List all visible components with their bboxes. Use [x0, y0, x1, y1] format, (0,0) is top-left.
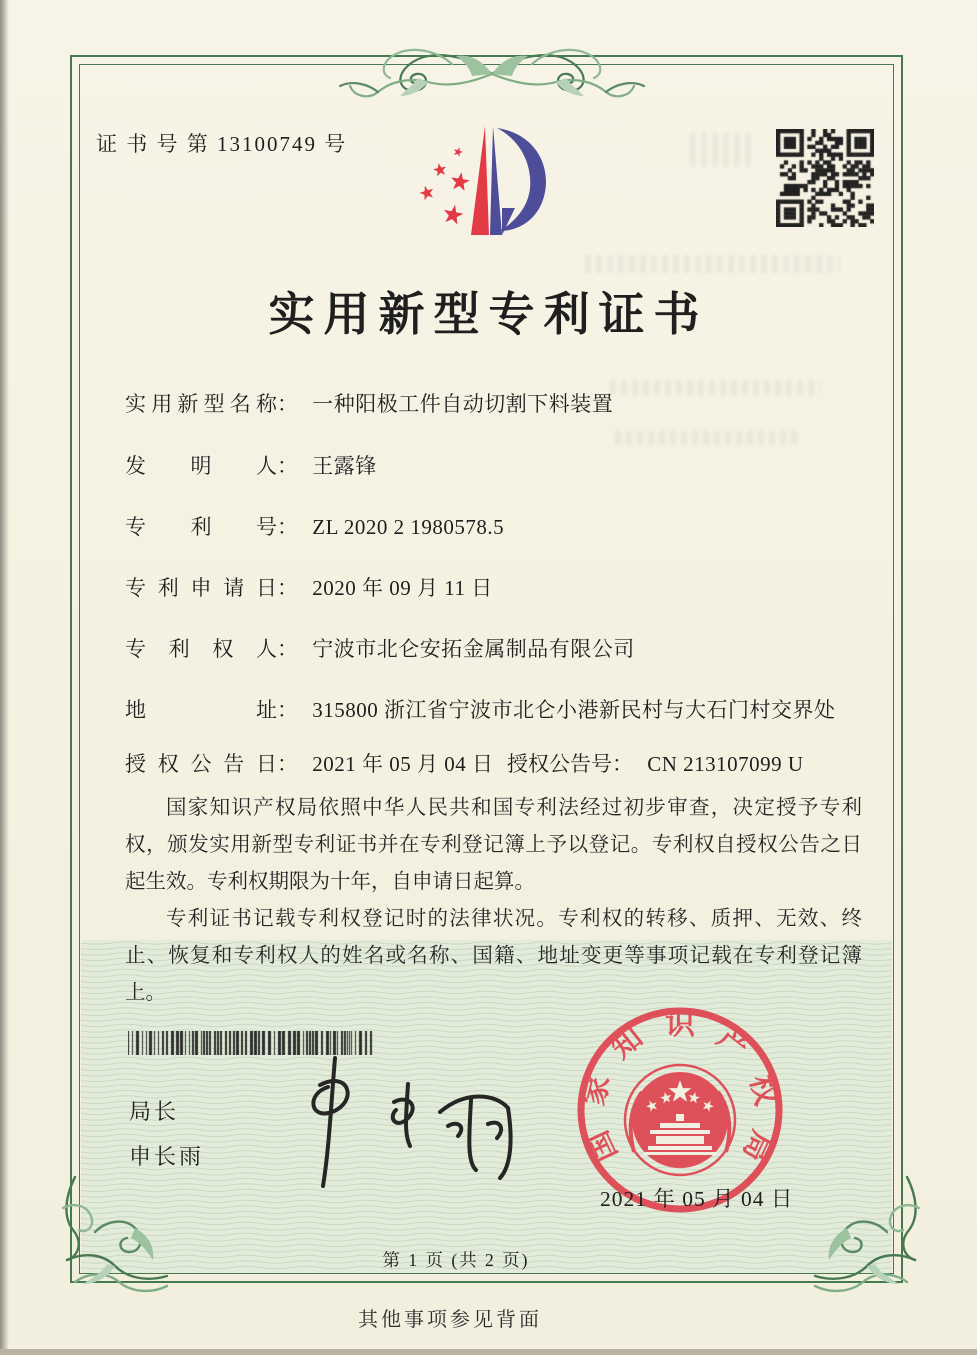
commissioner-title: 局长 — [129, 1099, 180, 1124]
seal-date: 2021 年 05 月 04 日 — [600, 1187, 794, 1211]
colon: ： — [277, 698, 298, 722]
grant-date-label: 授权公告日 — [125, 752, 277, 776]
field-row — [125, 388, 613, 418]
field-row — [125, 450, 377, 480]
field-label: 专利权人 — [125, 637, 277, 661]
field-label: 地址 — [125, 698, 277, 722]
colon: ： — [277, 752, 298, 776]
grant-no-value: CN 213107099 U — [647, 752, 804, 776]
field-row — [125, 572, 493, 602]
colon: ： — [277, 392, 298, 416]
scan-edge — [0, 0, 9, 1355]
page-number: 第 1 页 (共 2 页) — [382, 1250, 530, 1270]
field-label: 专利申请日 — [125, 576, 277, 600]
field-row — [125, 633, 635, 663]
colon: ： — [277, 576, 298, 600]
svg-text:识: 识 — [665, 1008, 695, 1041]
colon: ： — [277, 454, 298, 478]
body-paragraph-1: 国家知识产权局依照中华人民共和国专利法经过初步审查，决定授予专利权，颁发实用新型专利证书并在专利登记簿上予以登记。专利权自授权公告之日起生效。专利权期限为十年，自申请日起算。 — [125, 797, 862, 893]
grant-date-value: 2021 年 05 月 04 日 — [312, 752, 494, 776]
field-value: 2020 年 09 月 11 日 — [312, 576, 493, 600]
field-row — [125, 694, 836, 724]
svg-text:国: 国 — [581, 1125, 624, 1167]
svg-text:局: 局 — [736, 1125, 779, 1167]
field-row-grant — [125, 748, 865, 778]
cnipa-logo-icon — [405, 118, 565, 243]
svg-text:知: 知 — [605, 1020, 650, 1066]
corner-flourish-right — [802, 1172, 927, 1312]
svg-text:权: 权 — [743, 1071, 783, 1109]
field-value: 宁波市北仑安拓金属制品有限公司 — [312, 637, 635, 661]
field-value: ZL 2020 2 1980578.5 — [312, 515, 505, 539]
colon: ： — [277, 515, 298, 539]
body-text — [125, 790, 862, 1012]
scan-edge — [0, 1349, 977, 1355]
corner-flourish-left — [55, 1172, 180, 1312]
commissioner-name: 申长雨 — [129, 1144, 205, 1169]
certificate-number: 证 书 号 第 13100749 号 — [96, 132, 348, 156]
field-row — [125, 511, 504, 541]
qr-code-icon — [776, 129, 874, 227]
field-label: 专利号 — [125, 515, 277, 539]
grant-no-pair — [507, 748, 804, 778]
top-border-ornament — [332, 22, 652, 110]
svg-text:家: 家 — [577, 1071, 617, 1109]
colon: ： — [277, 637, 298, 661]
field-label: 实用新型名称 — [125, 392, 277, 416]
field-value: 一种阳极工件自动切割下料装置 — [312, 392, 614, 416]
certificate-title: 实用新型专利证书 — [268, 289, 709, 340]
footer-note: 其他事项参见背面 — [358, 1309, 542, 1331]
handwritten-signature-icon — [258, 1050, 518, 1195]
colon: ： — [612, 752, 633, 776]
field-value: 王露锋 — [312, 454, 377, 478]
field-label: 发明人 — [125, 454, 277, 478]
svg-text:产: 产 — [710, 1020, 755, 1066]
grant-no-label: 授权公告号 — [507, 752, 612, 776]
body-paragraph-2: 专利证书记载专利权登记时的法律状况。专利权的转移、质押、无效、终止、恢复和专利权人的姓名或名称、国籍、地址变更等事项记载在专利登记簿上。 — [125, 908, 862, 1004]
field-value: 315800 浙江省宁波市北仑小港新民村与大石门村交界处 — [312, 698, 836, 722]
